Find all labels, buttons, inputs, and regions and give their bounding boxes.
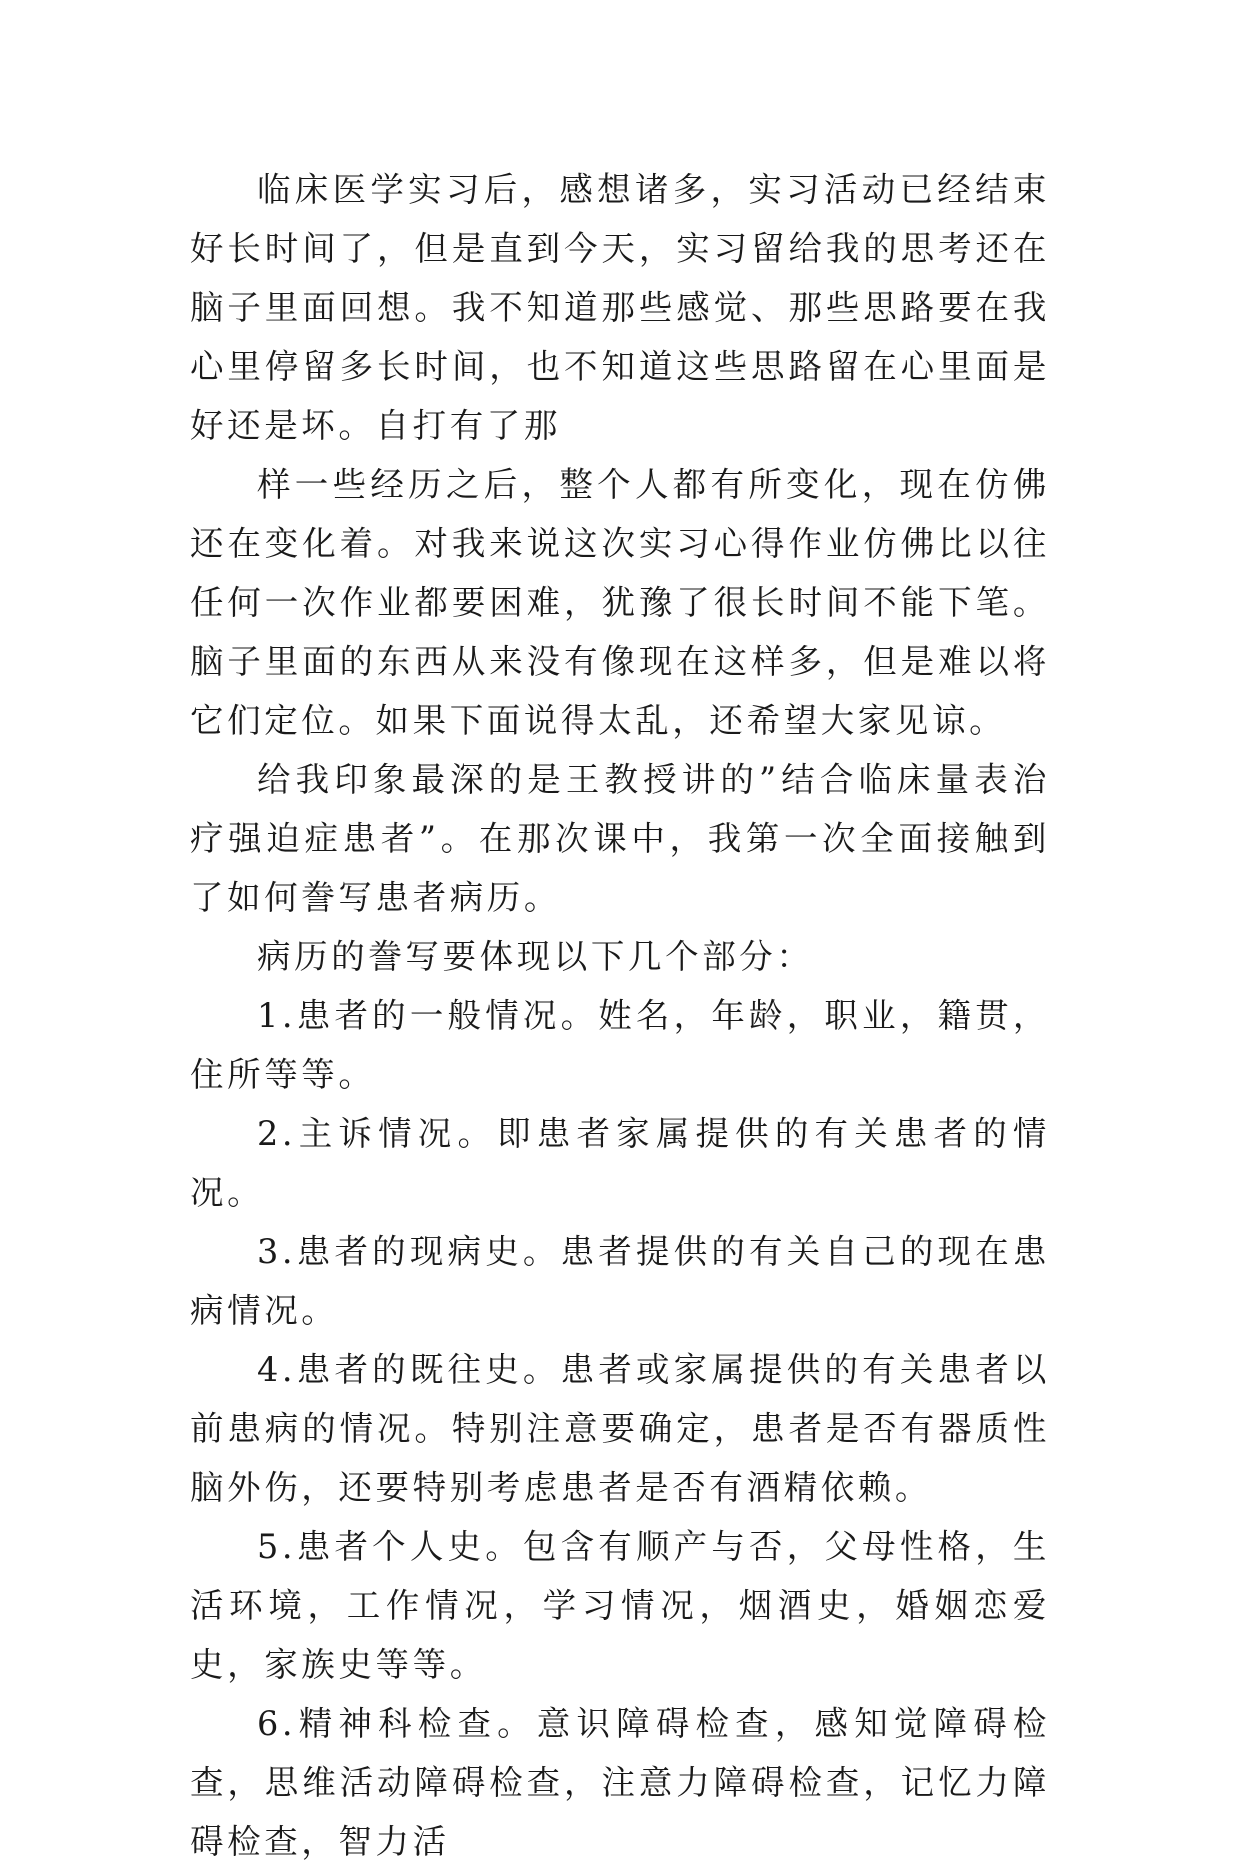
list-item-psychiatric-exam: 6.精神科检查。意识障碍检查，感知觉障碍检查，思维活动障碍检查，注意力障碍检查，记忆力障碍检查，智力活 — [190, 1704, 1050, 1861]
list-item-chief-complaint: 2.主诉情况。即患者家属提供的有关患者的情况。 — [190, 1114, 1050, 1212]
list-item-personal-history: 5.患者个人史。包含有顺产与否，父母性格，生活环境，工作情况，学习情况，烟酒史，婚姻恋爱史，家族史等等。 — [190, 1527, 1050, 1684]
paragraph-impression: 给我印象最深的是王教授讲的”结合临床量表治疗强迫症患者”。在那次课中，我第一次全面接触到了如何誊写患者病历。 — [190, 760, 1050, 917]
paragraph-record-parts: 病历的誊写要体现以下几个部分： — [257, 937, 814, 976]
document-body — [190, 160, 1050, 1871]
paragraph-changes: 样一些经历之后，整个人都有所变化，现在仿佛还在变化着。对我来说这次实习心得作业仿佛比以往任何一次作业都要困难，犹豫了很长时间不能下笔。脑子里面的东西从来没有像现在这样多，但是难以将它们定位。如果下面说得太乱，还希望大家见谅。 — [190, 465, 1050, 740]
list-item-present-illness: 3.患者的现病史。患者提供的有关自己的现在患病情况。 — [190, 1232, 1050, 1330]
paragraph-intro: 临床医学实习后，感想诸多，实习活动已经结束好长时间了，但是直到今天，实习留给我的思考还在脑子里面回想。我不知道那些感觉、那些思路要在我心里停留多长时间，也不知道这些思路留在心里面是好还是坏。自打有了那 — [190, 170, 1050, 445]
list-item-past-history: 4.患者的既往史。患者或家属提供的有关患者以前患病的情况。特别注意要确定，患者是否有器质性脑外伤，还要特别考虑患者是否有酒精依赖。 — [190, 1350, 1050, 1507]
list-item-general-info: 1.患者的一般情况。姓名，年龄，职业，籍贯，住所等等。 — [190, 996, 1050, 1094]
